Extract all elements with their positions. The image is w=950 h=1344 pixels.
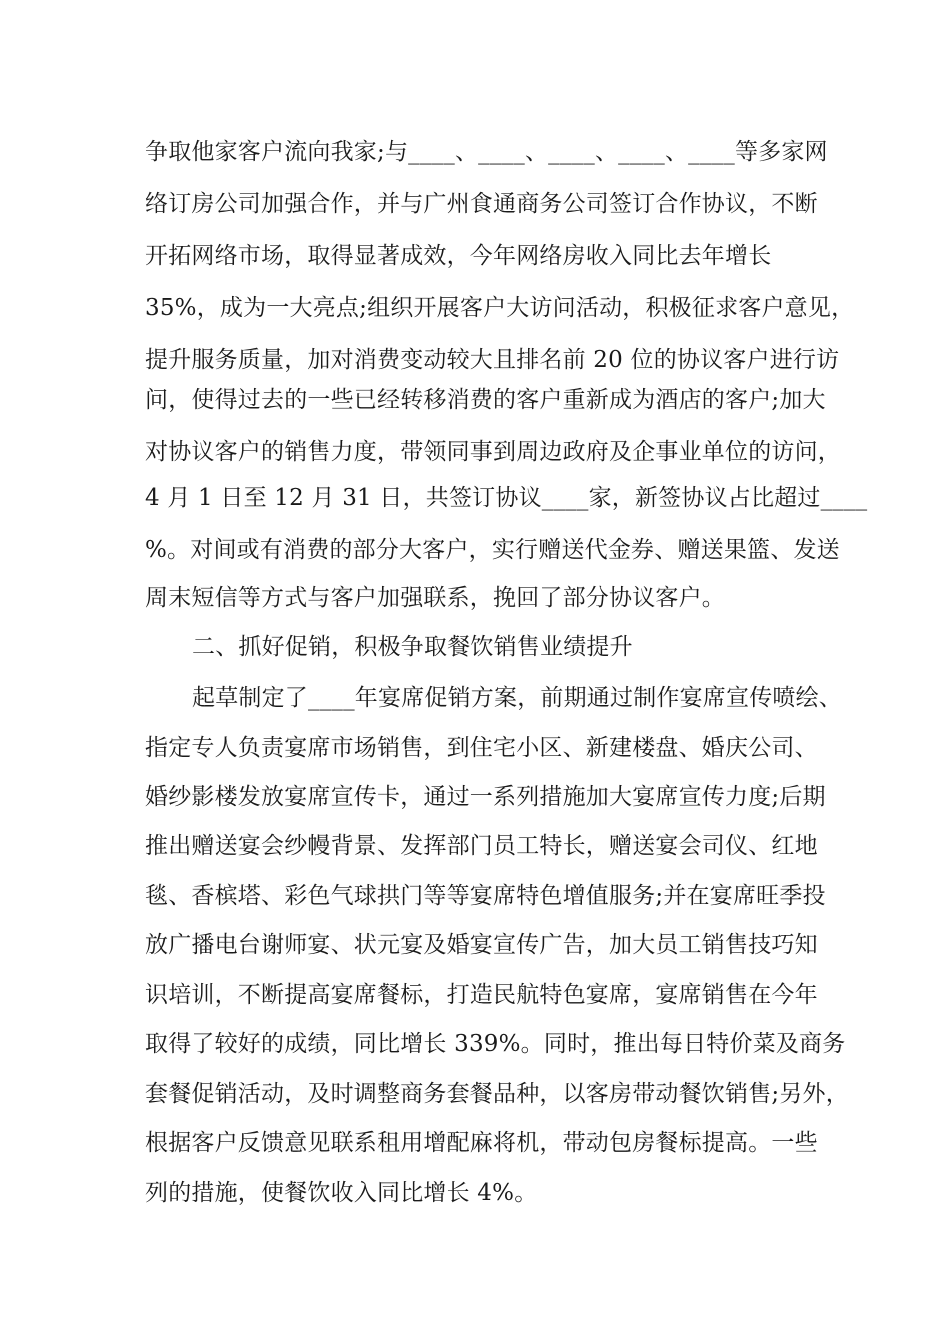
paragraph1-line-10: 周末短信等方式与客户加强联系，挽回了部分协议客户。 xyxy=(145,585,725,611)
paragraph2-line-9: 套餐促销活动，及时调整商务套餐品种，以客房带动餐饮销售;另外， xyxy=(145,1081,849,1107)
paragraph2-line-4: 推出赠送宴会纱幔背景、发挥部门员工特长，赠送宴会司仪、红地 xyxy=(145,833,818,859)
paragraph1-line-8: 4 月 1 日至 12 月 31 日，共签订协议____家，新签协议占比超过____ xyxy=(145,485,868,511)
paragraph1-line-2: 络订房公司加强合作，并与广州食通商务公司签订合作协议，不断 xyxy=(145,191,818,217)
paragraph2-line-6: 放广播电台谢师宴、状元宴及婚宴宣传广告，加大员工销售技巧知 xyxy=(145,932,818,958)
paragraph2-line-8: 取得了较好的成绩，同比增长 339%。同时，推出每日特价菜及商务 xyxy=(145,1031,846,1057)
paragraph1-line-4: 35%，成为一大亮点;组织开展客户大访问活动，积极征求客户意见， xyxy=(145,295,855,321)
paragraph2-line-5: 毯、香槟塔、彩色气球拱门等等宴席特色增值服务;并在宴席旺季投 xyxy=(145,883,826,909)
paragraph1-line-9: %。对间或有消费的部分大客户，实行赠送代金券、赠送果篮、发送 xyxy=(145,537,840,563)
section-heading: 二、抓好促销，积极争取餐饮销售业绩提升 xyxy=(192,634,633,660)
paragraph1-line-1: 争取他家客户流向我家;与____、____、____、____、____等多家网 xyxy=(145,139,828,165)
paragraph2-line-2: 指定专人负责宴席市场销售，到住宅小区、新建楼盘、婚庆公司、 xyxy=(145,735,818,761)
paragraph2-line-10: 根据客户反馈意见联系租用增配麻将机，带动包房餐标提高。一些 xyxy=(145,1130,818,1156)
paragraph1-line-6: 问，使得过去的一些已经转移消费的客户重新成为酒店的客户;加大 xyxy=(145,387,826,413)
paragraph2-line-3: 婚纱影楼发放宴席宣传卡，通过一系列措施加大宴席宣传力度;后期 xyxy=(145,784,826,810)
paragraph2-line-1: 起草制定了____年宴席促销方案，前期通过制作宴席宣传喷绘、 xyxy=(192,685,842,711)
paragraph1-line-3: 开拓网络市场，取得显著成效，今年网络房收入同比去年增长 xyxy=(145,243,772,269)
paragraph1-line-5: 提升服务质量，加对消费变动较大且排名前 20 位的协议客户进行访 xyxy=(145,347,840,373)
paragraph2-line-11: 列的措施，使餐饮收入同比增长 4%。 xyxy=(145,1180,538,1206)
paragraph1-line-7: 对协议客户的销售力度，带领同事到周边政府及企事业单位的访问， xyxy=(145,439,841,465)
paragraph2-line-7: 识培训，不断提高宴席餐标，打造民航特色宴席，宴席销售在今年 xyxy=(145,982,818,1008)
